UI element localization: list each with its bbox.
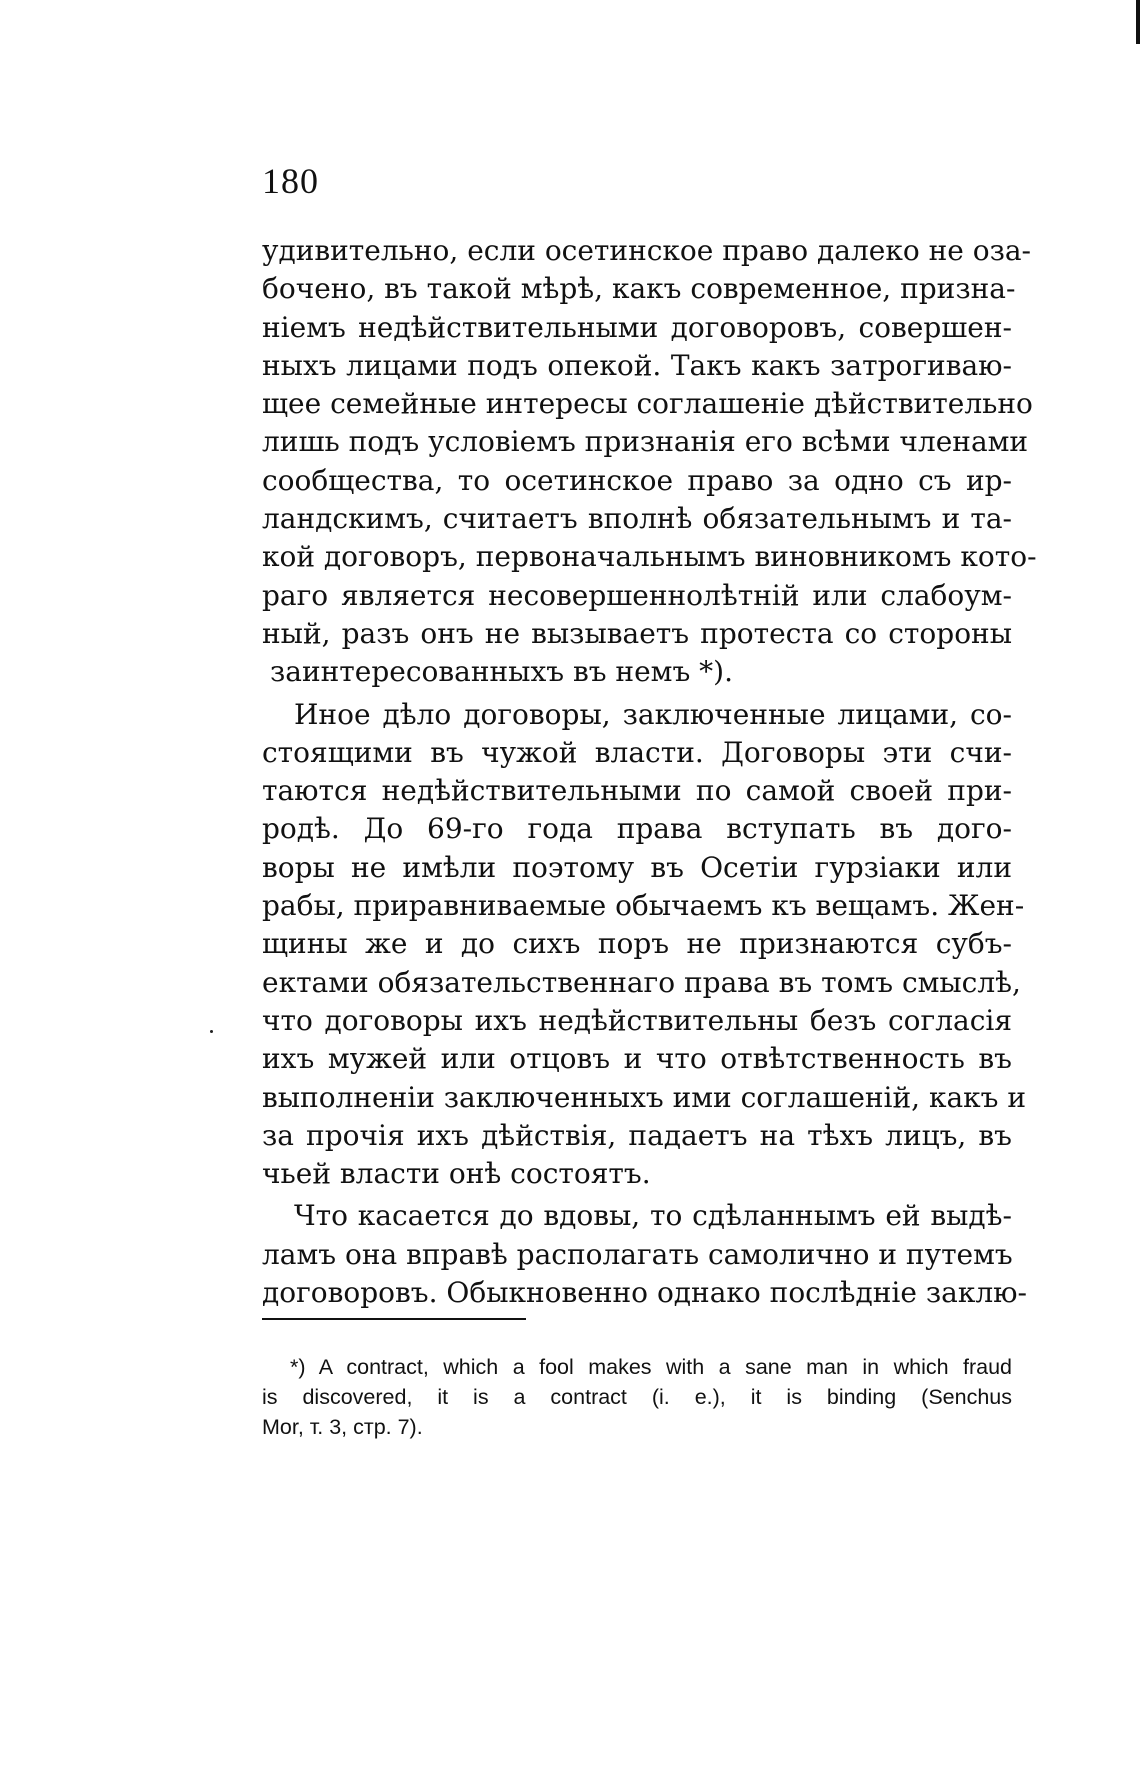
text-line: договоровъ. Обыкновенно однако послѣдніе заклю- [262, 1276, 1027, 1310]
text-line: Что касается до вдовы, то сдѣланнымъ ей выдѣ- [294, 1199, 1012, 1233]
text-line: раго является несовершеннолѣтній или слабоум- [262, 578, 1012, 612]
text-line: бочено, въ такой мѣрѣ, какъ современное, призна- [262, 272, 1016, 306]
paragraph-1 [262, 232, 1037, 692]
text-line: рабы, приравниваемые обычаемъ къ вещамъ. Жен- [262, 889, 1025, 923]
text-line: ландскимъ, считаетъ вполнѣ обязательнымъ и та- [262, 502, 1012, 536]
footnote-line: Mor, т. 3, стр. 7). [262, 1415, 423, 1439]
text-line: ныхъ лицами подъ опекой. Такъ какъ затрогиваю- [262, 348, 1012, 382]
text-line: кой договоръ, первоначальнымъ виновникомъ кото- [262, 540, 1037, 574]
text-line: стоящими въ чужой власти. Договоры эти счи- [262, 735, 1012, 769]
text-line: щее семейные интересы соглашеніе дѣйствительно [262, 387, 1033, 421]
text-line: таются недѣйствительными по самой своей при- [262, 774, 1012, 808]
body-text [262, 232, 1037, 1312]
text-line: чьей власти онѣ состоятъ. [262, 1157, 651, 1191]
paragraph-3 [262, 1197, 1027, 1312]
text-line: родѣ. До 69-го года права вступать въ дого- [262, 812, 1012, 846]
footnote-line: is discovered, it is a contract (i. e.), it is binding (Senchus [262, 1385, 1012, 1409]
text-line: удивительно, если осетинское право далеко не оза- [262, 234, 1032, 267]
text-line: ектами обязательственнаго права въ томъ смыслѣ, [262, 965, 1021, 999]
text-line: воры не имѣли поэтому въ Осетіи гурзіаки или [262, 850, 1012, 884]
scan-edge-mark [1136, 0, 1140, 44]
footnote-line: *) A contract, which a fool makes with a sane man in which fraud [290, 1355, 1012, 1379]
paragraph-2 [262, 696, 1027, 1194]
text-line: Иное дѣло договоры, заключенные лицами, со- [294, 697, 1012, 731]
footnote-separator [262, 1318, 526, 1320]
text-line: щины же и до сихъ поръ не признаются субъ- [262, 927, 1012, 961]
scan-speck [210, 1030, 213, 1033]
text-line: ніемъ недѣйствительными договоровъ, совершен- [262, 310, 1012, 344]
text-line: ный, разъ онъ не вызываетъ протеста со стороны [262, 616, 1012, 650]
text-line: сообщества, то осетинское право за одно съ ир- [262, 463, 1012, 497]
footnote [262, 1352, 1012, 1442]
page-number: 180 [262, 161, 319, 201]
text-line: заинтересованныхъ въ немъ *). [270, 655, 733, 689]
text-line: лишь подъ условіемъ признанія его всѣми членами [262, 425, 1029, 459]
text-line: ламъ она вправѣ располагать самолично и путемъ [262, 1237, 1013, 1271]
text-line: за прочія ихъ дѣйствія, падаетъ на тѣхъ лицъ, въ [262, 1118, 1012, 1152]
text-line: ихъ мужей или отцовъ и что отвѣтственность въ [262, 1042, 1012, 1076]
text-line: что договоры ихъ недѣйствительны безъ согласія [262, 1003, 1012, 1037]
text-line: выполненіи заключенныхъ ими соглашеній, какъ и [262, 1080, 1027, 1114]
